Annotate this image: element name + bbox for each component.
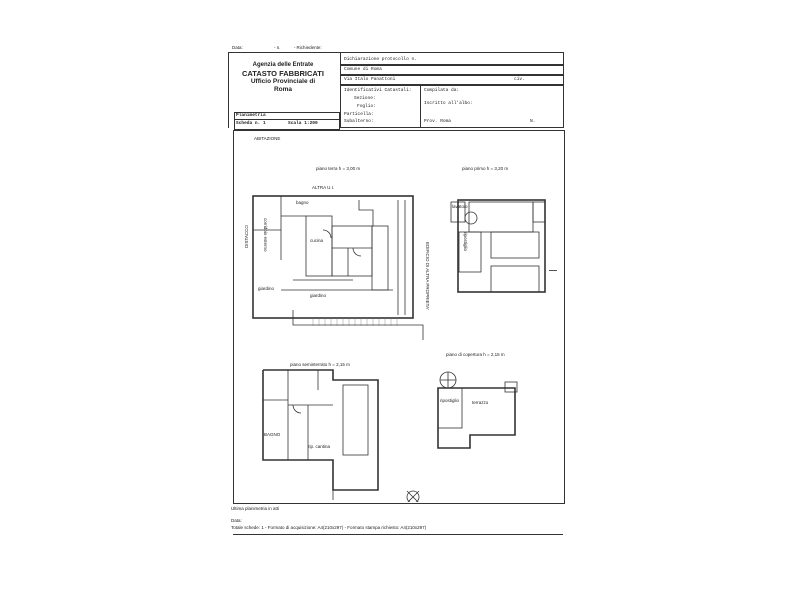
comune-text: Comune di Roma <box>344 67 382 72</box>
terrazzo-label: terrazzo <box>472 400 489 405</box>
abitazione-label: ABITAZIONE <box>254 136 281 141</box>
top-line <box>232 45 322 50</box>
edificio-label: EDIFICIO DI ALTRA PROPRIETA' <box>425 242 430 310</box>
civ-text: civ. <box>514 77 525 82</box>
bagno-s-label: BAGNO <box>264 432 281 437</box>
giardino-label-2: giardino <box>310 293 327 298</box>
subalterno-label: Subalterno: <box>344 119 374 124</box>
protocol-divider-1 <box>340 64 564 66</box>
totale-schede: Totale schede: 1 - Formato di acquisizione: A4(210x297) - Formato stampa richiesto: A4(210x297) <box>231 525 427 530</box>
north-arrow-icon <box>407 491 419 502</box>
cantina-label: rip. cantina <box>308 444 331 449</box>
agency-line2: CATASTO FABBRICATI <box>242 69 324 78</box>
agency-block <box>229 62 337 94</box>
ripostiglio-terr-label: ripostiglio <box>440 398 460 403</box>
via-text: Via Italo Panattoni <box>344 77 396 82</box>
scala-label: Scala 1:200 <box>288 121 318 126</box>
corridoio-label: corridoio esterno <box>263 218 268 252</box>
piano-terra-plan <box>253 196 423 340</box>
planimetria-divider <box>234 119 340 120</box>
foglio-label: Foglio: <box>357 104 376 109</box>
data-label: Data: <box>232 45 243 50</box>
ultima-planimetria: Ultima planimetria in atti <box>231 506 280 511</box>
dichiarazione-text: Dichiarazione protocollo n. <box>344 57 417 62</box>
footer-line <box>233 534 563 535</box>
cucina-label: cucina <box>310 238 324 243</box>
scheda-label: Scheda n. 1 <box>236 121 266 126</box>
piano-seminterrato-label: piano seminterrato h = 2,15 m <box>290 362 350 367</box>
planimetria-label: Planimetria <box>236 113 266 118</box>
piano-copertura-plan <box>438 372 517 448</box>
n-label: N. <box>530 119 536 124</box>
prov-label: Prov. Roma <box>424 119 452 124</box>
sezione-label: Sezione: <box>354 96 376 101</box>
catastali-title: Identificativi Catastali: <box>344 88 412 93</box>
giardino-label-1: giardino <box>258 286 275 291</box>
richiedente-label: - Richiedente: <box>293 45 322 50</box>
protocol-divider-2 <box>340 74 564 76</box>
floor-plans <box>233 130 563 502</box>
agency-line3: Ufficio Provinciale di <box>250 78 316 85</box>
altra-ui-label: ALTRA U.I. <box>312 185 335 190</box>
distacco-label: DISTACCO <box>244 225 249 248</box>
number-label: - n. <box>274 45 281 50</box>
piano-terra-label: piano terra h = 3,00 m <box>316 166 361 171</box>
agency-line4: Roma <box>273 86 293 93</box>
ripostiglio-primo-label: ripostiglio <box>463 232 468 252</box>
catastali-divider <box>420 85 421 128</box>
agency-line1: Agenzia delle Entrate <box>252 62 314 68</box>
compilata-title: Compilata da: <box>424 88 460 93</box>
lavatoio-label: lavatoio <box>452 204 468 209</box>
footer-data-label: Data: <box>231 518 242 523</box>
piano-primo-label: piano primo h = 3,20 m <box>462 166 509 171</box>
particella-label: Particella: <box>344 112 374 117</box>
iscritto-label: Iscritto all'albo: <box>424 101 473 106</box>
bagno-label: bagno <box>296 200 309 205</box>
piano-copertura-label: piano di copertura h = 2,15 m <box>446 352 505 357</box>
